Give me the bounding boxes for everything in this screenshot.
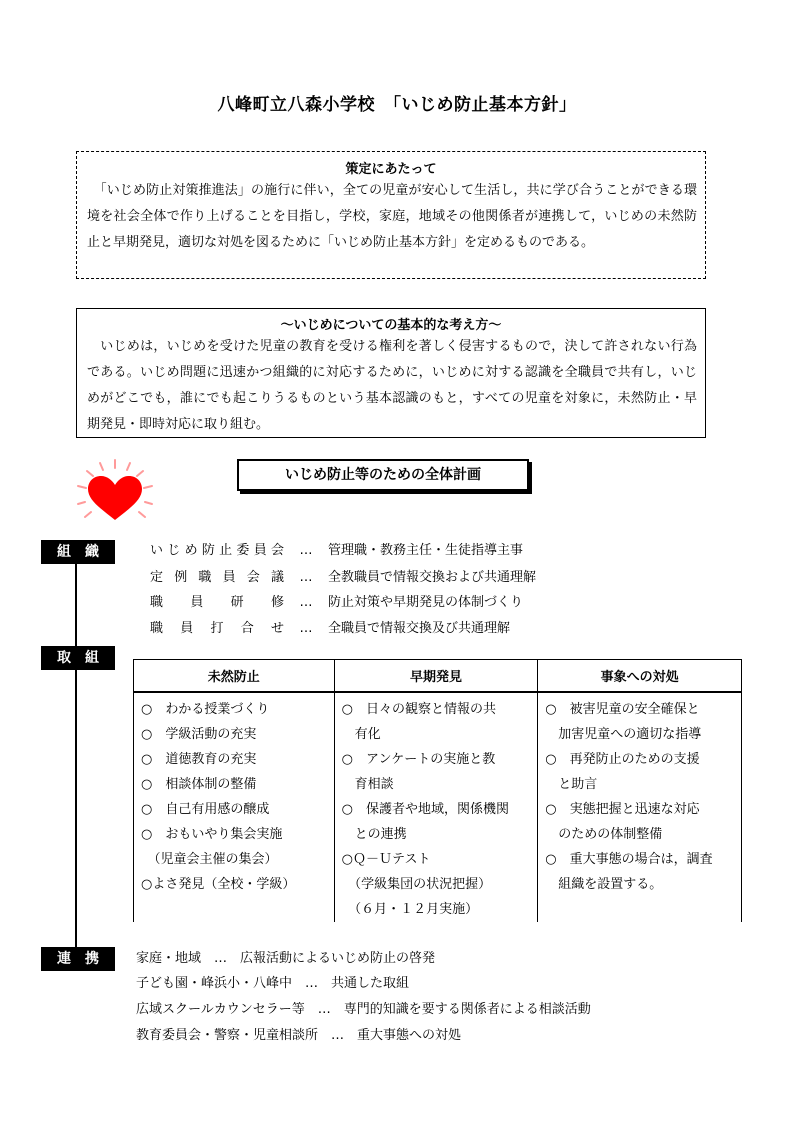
column-header-response: 事象への対処 <box>538 660 742 693</box>
cooperation-row: 教育委員会・警察・児童相談所 … 重大事態への対処 <box>136 1028 462 1043</box>
label-efforts: 取組 <box>41 646 115 670</box>
cooperation-row: 子ども園・峰浜小・八峰中 … 共通した取組 <box>136 976 410 991</box>
basic-heading: ～いじめについての基本的な考え方～ <box>280 318 502 333</box>
plan-title: いじめ防止等のための全体計画 <box>237 459 529 491</box>
cooperation-row: 広域スクールカウンセラー等 … 専門的知識を要する関係者による相談活動 <box>136 1002 591 1017</box>
list-item: ○ 実態把握と迅速な対応 <box>545 802 700 817</box>
list-item: ○ 道徳教育の充実 <box>141 752 257 767</box>
list-item: との連携 <box>341 827 407 842</box>
efforts-table <box>133 659 742 922</box>
list-item: と助言 <box>545 777 598 792</box>
response-cell <box>538 692 742 922</box>
intro-box <box>76 151 706 279</box>
org-row: いじめ防止委員会 … 管理職・教務主任・生徒指導主事 <box>150 543 524 558</box>
prevention-cell <box>134 692 335 922</box>
org-row: 職員打合せ … 全職員で情報交換及び共通理解 <box>150 621 511 636</box>
basic-policy-box <box>76 308 706 438</box>
basic-body: いじめは，いじめを受けた児童の教育を受ける権利を著しく侵害するもので，決して許されない行為である。いじめ問題に迅速かつ組織的に対応するために，いじめに対する認識を全職員で共有し，いじめがどこでも，誰にでも起こりうるものという基本認識のもと，すべての児童を対象に，未然防止・早期発見・即時対応に取り組む。 <box>87 339 697 432</box>
list-item: 組織を設置する。 <box>545 877 663 892</box>
list-item: 有化 <box>341 727 381 742</box>
list-item: ○ おもいやり集会実施 <box>141 827 283 842</box>
list-item: 加害児童への適切な指導 <box>545 727 702 742</box>
cooperation-row: 家庭・地域 … 広報活動によるいじめ防止の啓発 <box>136 951 436 966</box>
list-item: （６月・１２月実施） <box>341 902 479 917</box>
org-row: 定例職員会議 … 全教職員で情報交換および共通理解 <box>150 570 537 585</box>
list-item: ○ 被害児童の安全確保と <box>545 702 700 717</box>
list-item: ○ わかる授業づくり <box>141 702 270 717</box>
list-item: ○ 重大事態の場合は，調査 <box>545 852 713 867</box>
list-item: ○ アンケートの実施と教 <box>341 752 496 767</box>
list-item: （児童会主催の集会） <box>141 852 278 867</box>
heart-icon <box>70 458 160 528</box>
list-item: ○ 日々の観察と情報の共 <box>341 702 496 717</box>
list-item: ○ 保護者や地域，関係機関 <box>341 802 509 817</box>
intro-heading: 策定にあたって <box>345 162 437 177</box>
list-item: ○よさ発見（全校・学級） <box>141 877 296 892</box>
column-header-prevention: 未然防止 <box>134 660 335 693</box>
page-title: 八峰町立八森小学校 「いじめ防止基本方針」 <box>217 95 577 115</box>
list-item: ○ 相談体制の整備 <box>141 777 257 792</box>
intro-body: 「いじめ防止対策推進法」の施行に伴い，全ての児童が安心して生活し，共に学び合うことができる環境を社会全体で作り上げることを目指し，学校，家庭，地域その他関係者が連携して，いじめの未然防止と早期発見，適切な対処を図るために「いじめ防止基本方針」を定めるものである。 <box>87 183 697 250</box>
list-item: ○ 学級活動の充実 <box>141 727 257 742</box>
list-item: ○ 自己有用感の醸成 <box>141 802 270 817</box>
list-item: ○Ｑ－Ｕテスト <box>341 852 431 867</box>
list-item: ○ 再発防止のための支援 <box>545 752 700 767</box>
label-organization: 組織 <box>41 540 115 564</box>
list-item: 育相談 <box>341 777 394 792</box>
timeline-line <box>75 560 77 948</box>
early-detection-cell <box>334 692 538 922</box>
list-item: のための体制整備 <box>545 827 663 842</box>
column-header-early-detection: 早期発見 <box>334 660 538 693</box>
org-row: 職員研修 … 防止対策や早期発見の体制づくり <box>150 595 524 610</box>
list-item: （学級集団の状況把握） <box>341 877 492 892</box>
label-cooperation: 連携 <box>41 947 115 971</box>
